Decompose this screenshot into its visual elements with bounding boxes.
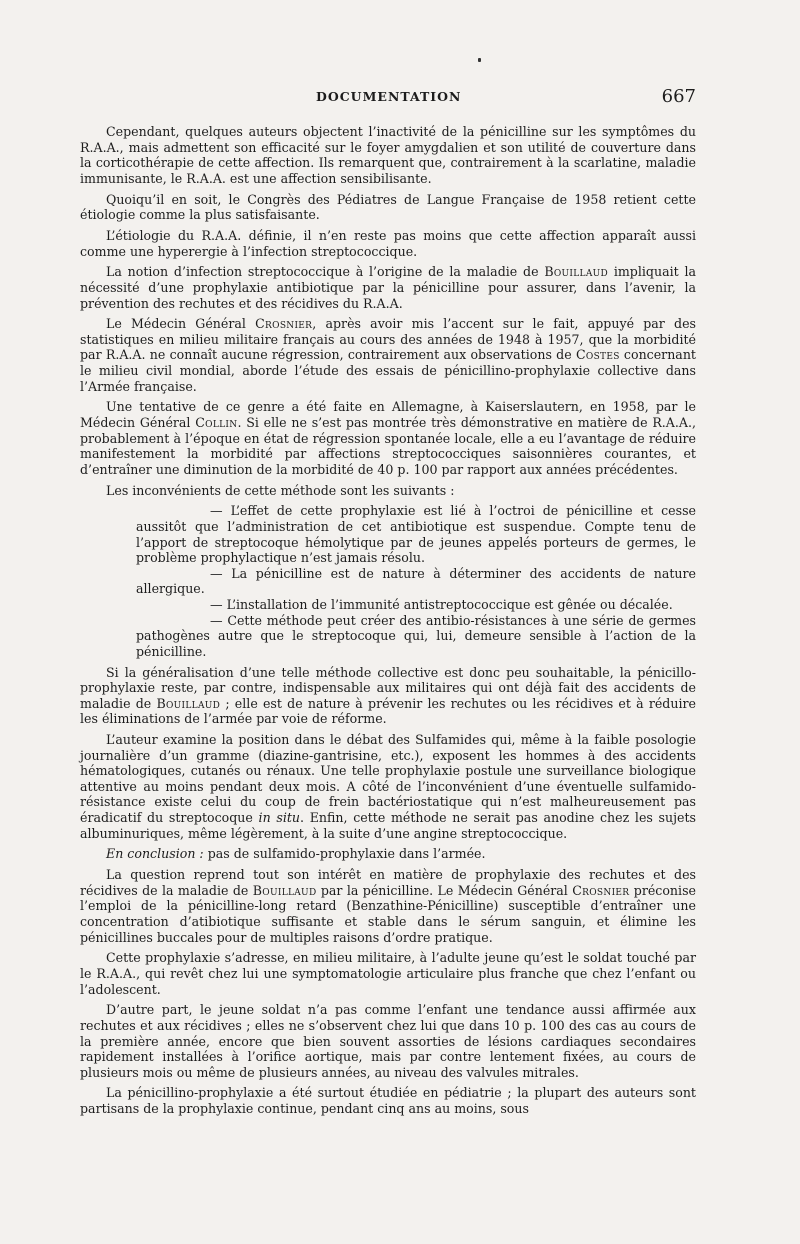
paragraph: [80, 264, 696, 311]
paragraph: [80, 846, 696, 862]
dash-item: — L’installation de l’immunité antistreptococcique est gênée ou décalée.: [210, 596, 673, 612]
paragraph: [80, 1002, 696, 1080]
text-run: La question reprend tout son intérêt en matière de prophylaxie des rechutes et des récidives de la maladie de: [80, 867, 696, 898]
text-run: Crosnier: [572, 882, 630, 898]
text-run: ; elle est de nature à prévenir les rechutes ou les récidives et à réduire les éliminations de l’armée par voie de réforme.: [80, 695, 696, 727]
paragraph: [80, 399, 696, 477]
body-text: [80, 124, 696, 1122]
dash-item: — Cette méthode peut créer des antibio-résistances à une série de germes pathogènes autre que le streptocoque qui, lui, demeure sensible à l’action de la pénicilline.: [136, 612, 696, 659]
dash-item: — L’effet de cette prophylaxie est lié à l’octroi de pénicilline et cesse aussitôt que l’administration de cet antibiotique est suspendue. Compte tenu de l’apport de streptocoque hémolytique par de jeunes appelés porteurs de germes, le problème prophylactique n’est jamais résolu.: [136, 503, 696, 566]
text-run: impliquait la nécessité d’une prophylaxie antibiotique par la pénicilline pour assurer, dans l’avenir, la prévention des rechutes et des récidives du R.A.A.: [80, 264, 696, 311]
text-run: Crosnier: [255, 316, 313, 332]
text-run: Le Médecin Général: [106, 316, 256, 332]
paragraph: [80, 1085, 696, 1116]
print-speck: [478, 58, 481, 62]
text-run: Une tentative de ce genre a été faite en Allemagne, à Kaiserslautern, en 1958, par le Médecin Général: [80, 399, 696, 431]
page-header: [80, 86, 696, 109]
text-run: La pénicillino-prophylaxie a été surtout étudiée en pédiatrie ; la plupart des auteurs sont partisans de la prophylaxie continue, pendant cinq ans au moins, sous: [80, 1085, 696, 1117]
paragraph: [80, 228, 696, 259]
paragraph: [80, 950, 696, 997]
text-run: , après avoir mis l’accent sur le fait, appuyé par des statistiques en milieu militaire français au cours des années de 1948 à 1957, que la morbidité par R.A.A. ne connaît aucune régression, contrairement aux observations de: [80, 316, 696, 363]
page-number: 667: [661, 86, 696, 107]
paragraph: [80, 124, 696, 186]
text-run: La notion d’infection streptococcique à l’origine de la maladie de: [106, 264, 545, 280]
paragraph: [80, 867, 696, 945]
text-run: par la pénicilline. Le Médecin Général: [316, 882, 573, 898]
text-run: En conclusion :: [106, 846, 204, 862]
text-run: L’auteur examine la position dans le débat des Sulfamides qui, même à la faible posologie journalière d’un gramme (diazine-gantrisine, etc.), exposent les hommes à des accidents hématologiques, cutanés ou rénaux. Une telle prophylaxie postule une surveillance biologique attentive au moins pendant deux mois. A côté de l’inconvénient d’une éventuelle sulfamido-résistance existe celui du coup de frein bactériostatique qui n’est malheureusement pas éradicatif du streptocoque: [80, 732, 696, 826]
text-run: in situ: [258, 810, 301, 826]
paragraph: [80, 483, 696, 499]
text-run: Costes: [575, 347, 620, 363]
paragraph: [80, 192, 696, 223]
text-run: Bouillaud: [156, 695, 221, 711]
text-run: Bouillaud: [544, 264, 609, 280]
running-title: DOCUMENTATION: [316, 89, 462, 104]
text-run: Quoiqu’il en soit, le Congrès des Pédiatres de Langue Française de 1958 retient cette étiologie comme la plus satisfaisante.: [80, 191, 696, 223]
paragraph: [80, 316, 696, 394]
dash-item: — La pénicilline est de nature à déterminer des accidents de nature allergique.: [136, 565, 696, 597]
text-run: Les inconvénients de cette méthode sont les suivants :: [106, 482, 455, 498]
text-run: . Enfin, cette méthode ne serait pas anodine chez les sujets albuminuriques, même légèrement, à la suite d’une angine streptococcique.: [80, 810, 696, 841]
text-run: L’étiologie du R.A.A. définie, il n’en reste pas moins que cette affection apparaît aussi comme une hyperergie à l’infection streptococcique.: [80, 227, 696, 259]
text-run: Si la généralisation d’une telle méthode collective est donc peu souhaitable, la pénicillo-prophylaxie reste, par contre, indispensable aux militaires qui ont déjà fait des accidents de maladie de: [80, 664, 696, 711]
text-run: Collin: [195, 415, 238, 431]
text-run: préconise l’emploi de la pénicilline-long retard (Benzathine-Pénicilline) susceptible d’entraîner une concentration d’atibiotique suffisante et stable dans le sérum sanguin, et élimine les pénicillines buccales pour de multiples raisons d’ordre pratique.: [80, 882, 696, 945]
text-run: Cependant, quelques auteurs objectent l’inactivité de la pénicilline sur les symptômes du R.A.A., mais admettent son efficacité sur le foyer amygdalien et son utilité de couverture dans la corticothérapie de cette affection. Ils remarquent que, contrairement à la scarlatine, maladie immunisante, le R.A.A. est une affection sensibilisante.: [80, 124, 696, 186]
text-run: . Si elle ne s’est pas montrée très démonstrative en matière de R.A.A., probablement à l’époque en état de régression spontanée locale, elle a eu l’avantage de réduire manifestement la morbidité par affections streptococciques saisonnières courantes, et d’entraîner une diminution de la morbidité de 40 p. 100 par rapport aux années précédentes.: [80, 415, 697, 477]
text-run: concernant le milieu civil mondial, aborde l’étude des essais de pénicillino-prophylaxie collective dans l’Armée française.: [80, 347, 696, 394]
paragraph: [80, 665, 696, 727]
text-run: Cette prophylaxie s’adresse, en milieu militaire, à l’adulte jeune qu’est le soldat touché par le R.A.A., qui revêt chez lui une symptomatologie articulaire plus franche que chez l’enfant ou l’adolescent.: [80, 950, 696, 997]
paragraph: [80, 732, 696, 841]
text-run: Bouillaud: [252, 882, 317, 898]
text-run: pas de sulfamido-prophylaxie dans l’armée.: [203, 846, 486, 862]
text-run: D’autre part, le jeune soldat n’a pas comme l’enfant une tendance aussi affirmée aux rechutes et aux récidives ; elles ne s’observent chez lui que dans 10 p. 100 des cas au cours de la première année, encore que bien souvent assorties de lésions cardiaques secondaires rapidement installées à l’orifice aortique, mais par contre lentement fixées, au cours de plusieurs mois ou même de plusieurs années, au niveau des valvules mitrales.: [80, 1002, 696, 1080]
